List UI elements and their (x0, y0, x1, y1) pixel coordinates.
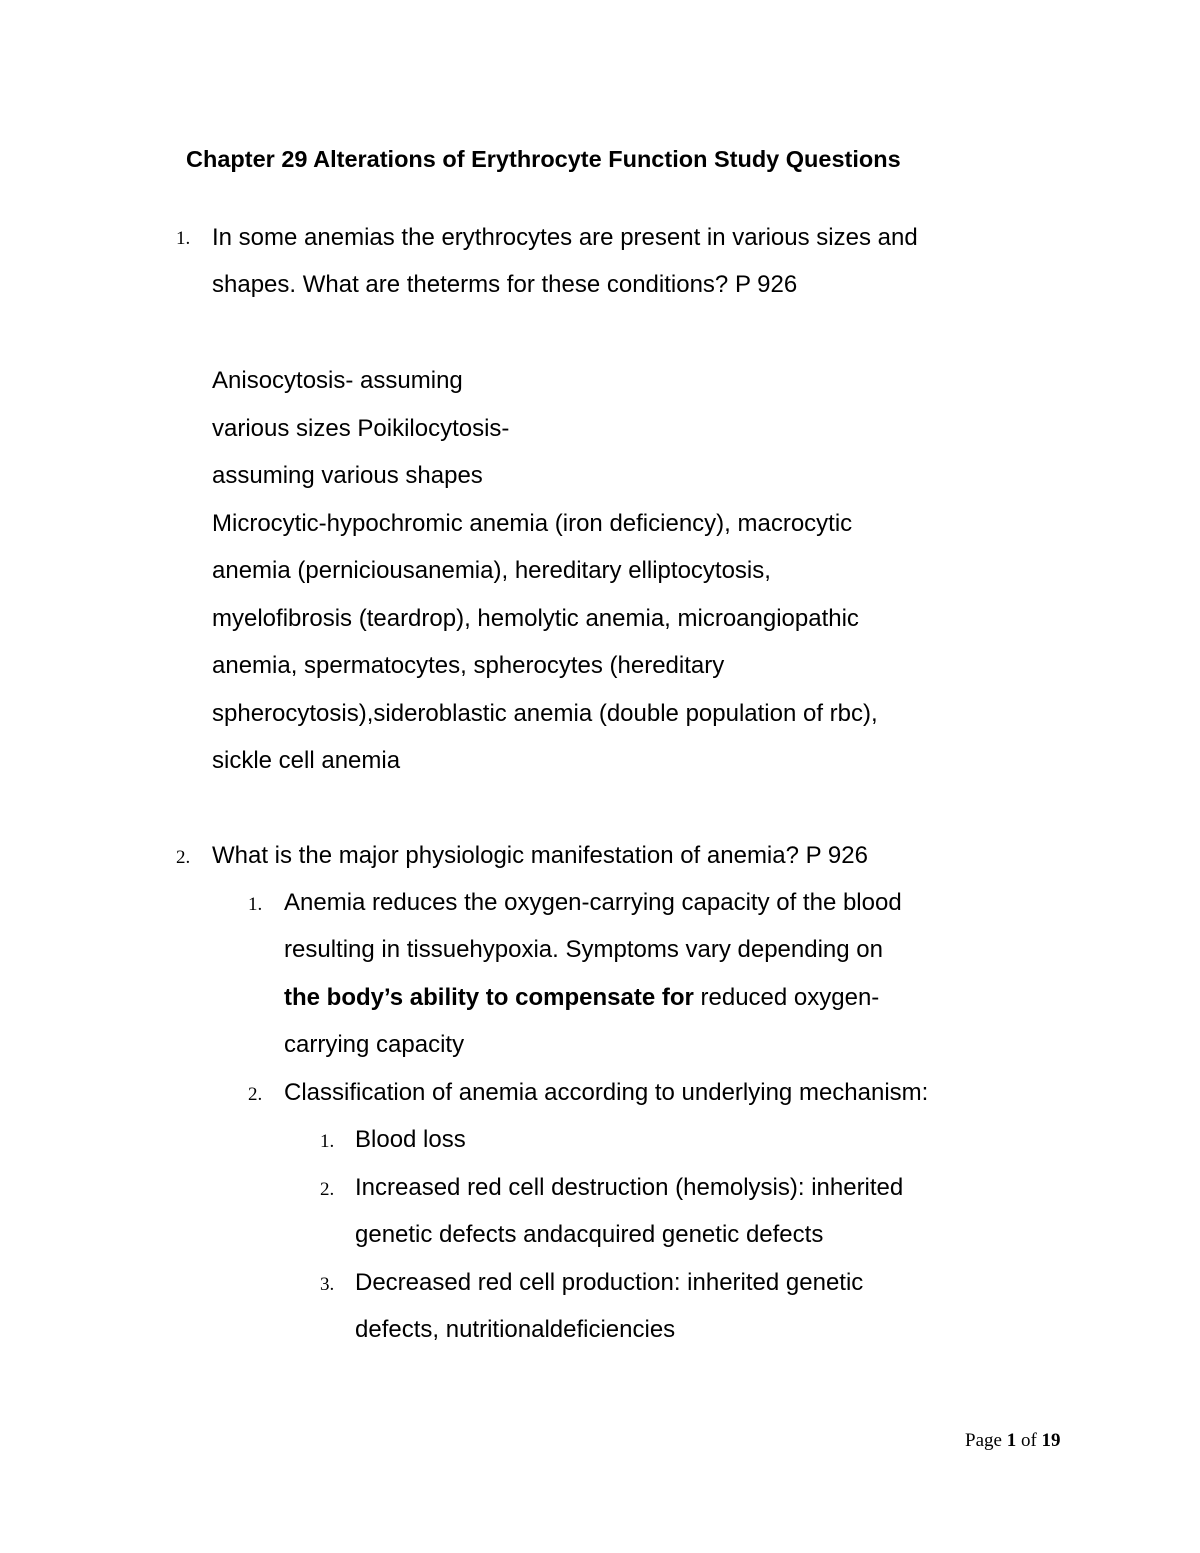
q1-answer-line-1: Anisocytosis- assuming (212, 367, 463, 394)
q2-item1-line-2: resulting in tissuehypoxia. Symptoms vary depending on (284, 936, 883, 963)
footer-page-word: Page (965, 1430, 1007, 1451)
q2-item2-text: Classification of anemia according to underlying mechanism: (284, 1079, 929, 1106)
q2-subitem3-line-2: defects, nutritionaldeficiencies (355, 1316, 676, 1343)
footer-total-pages: 19 (1041, 1430, 1061, 1451)
q2-subitem3-line-1: Decreased red cell production: inherited genetic (355, 1269, 864, 1296)
q1-answer-line-6: myelofibrosis (teardrop), hemolytic anemia, microangiopathic (212, 605, 859, 632)
document-title: Chapter 29 Alterations of Erythrocyte Function Study Questions (186, 146, 901, 172)
q1-line-2: shapes. What are theterms for these conditions? P 926 (212, 271, 798, 298)
footer-of-word: of (1016, 1430, 1042, 1451)
q1-answer-line-8: spherocytosis),sideroblastic anemia (double population of rbc), (212, 700, 878, 727)
q1-answer-line-5: anemia (perniciousanemia), hereditary elliptocytosis, (212, 557, 771, 584)
q2-text: What is the major physiologic manifestation of anemia? P 926 (212, 842, 868, 869)
q2-subitem1-line-1: Blood loss (355, 1126, 466, 1153)
page-footer (965, 1430, 1061, 1452)
q2-subitem1-number: 1. (320, 1131, 335, 1152)
q2-item1-line-1: Anemia reduces the oxygen-carrying capacity of the blood (284, 889, 902, 916)
q1-line-1: In some anemias the erythrocytes are present in various sizes and (212, 224, 918, 251)
q2-item1-line-3 (284, 983, 879, 1013)
q1-answer-line-2: various sizes Poikilocytosis- (212, 415, 510, 442)
q2-subitem2-line-2: genetic defects andacquired genetic defects (355, 1221, 824, 1248)
q2-item1-bold-phrase: the body’s ability to compensate for (284, 984, 694, 1011)
q2-number: 2. (176, 847, 191, 868)
q1-answer-line-4: Microcytic-hypochromic anemia (iron deficiency), macrocytic (212, 510, 853, 537)
q2-item1-line-4: carrying capacity (284, 1031, 465, 1058)
q2-item1-number: 1. (248, 894, 263, 915)
q2-subitem2-line-1: Increased red cell destruction (hemolysis): inherited (355, 1174, 904, 1201)
q2-subitem2-number: 2. (320, 1179, 335, 1200)
q1-answer-line-9: sickle cell anemia (212, 747, 401, 774)
q2-item1-line-3-rest: reduced oxygen- (693, 984, 880, 1011)
q2-subitem3-number: 3. (320, 1274, 335, 1295)
q1-answer-line-3: assuming various shapes (212, 462, 483, 489)
q2-item2-number: 2. (248, 1084, 263, 1105)
footer-page-number: 1 (1006, 1430, 1017, 1451)
q1-answer-line-7: anemia, spermatocytes, spherocytes (hereditary (212, 652, 725, 679)
q1-number: 1. (176, 228, 191, 249)
